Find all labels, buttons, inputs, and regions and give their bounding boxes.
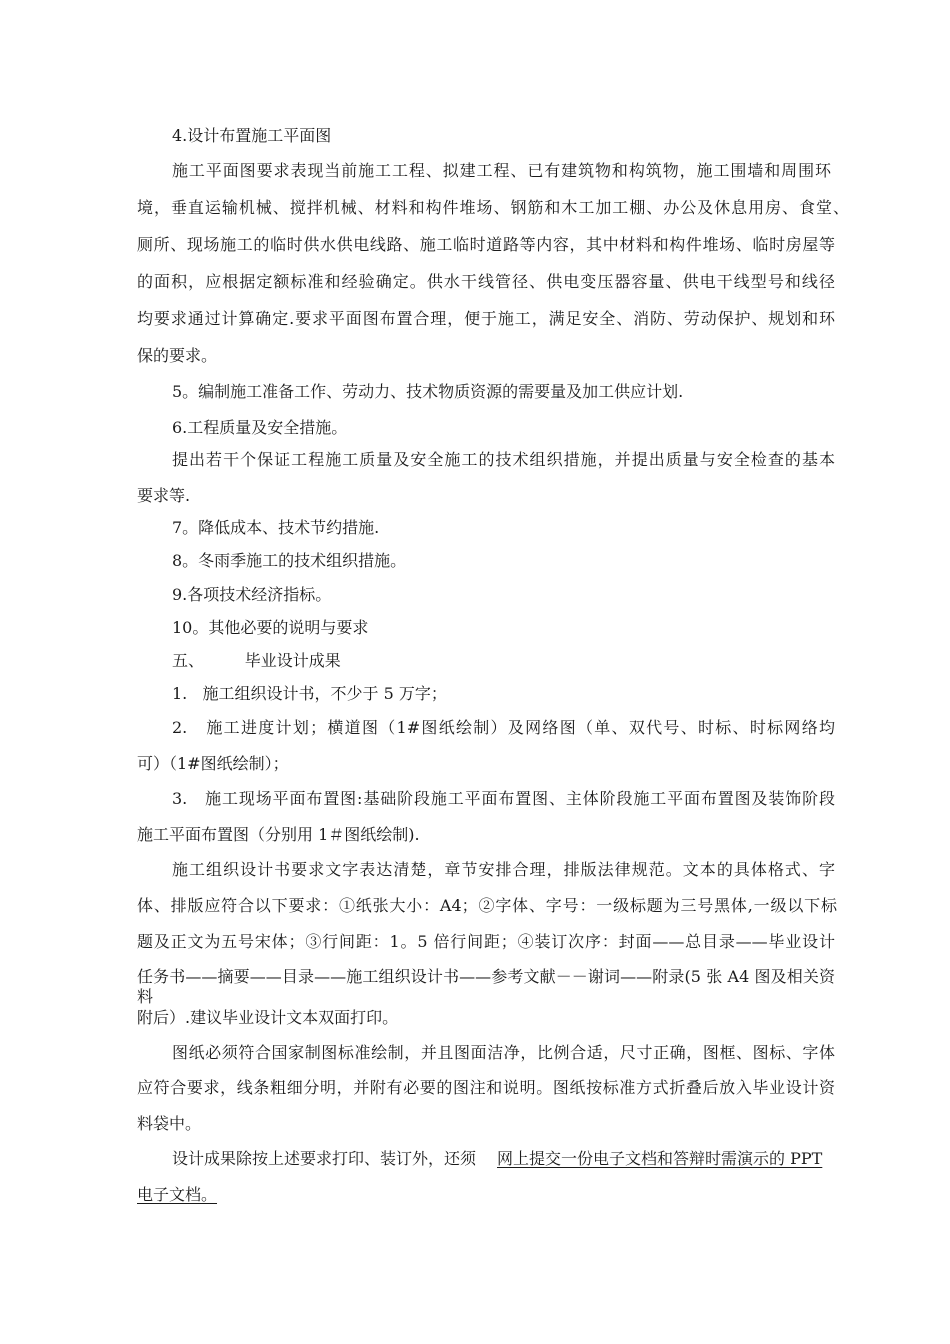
section-heading: 6.工程质量及安全措施。 (172, 418, 348, 437)
paragraph-line: 保的要求。 (137, 346, 218, 365)
list-item: 8。冬雨季施工的技术组织措施。 (172, 551, 407, 570)
paragraph-line: 题及正文为五号宋体；③行间距：1。5 倍行间距；④装订次序：封面——总目录——毕业设计 (137, 932, 835, 951)
list-item: 2. 施工进度计划；横道图（1#图纸绘制）及网络图（单、双代号、时标、时标网络均 (172, 718, 835, 737)
paragraph-line: 的面积，应根据定额标准和经验确定。供水干线管径、供电变压器容量、供电干线型号和线径 (137, 272, 835, 291)
paragraph-line: 提出若干个保证工程施工质量及安全施工的技术组织措施，并提出质量与安全检查的基本 (172, 450, 835, 469)
underlined-text: 电子文档。 (137, 1185, 218, 1204)
list-item: 1. 施工组织设计书，不少于 5 万字； (172, 684, 447, 703)
paragraph-line: 体、排版应符合以下要求：①纸张大小：A4；②字体、字号：一级标题为三号黑体,一级以下标 (137, 896, 837, 915)
paragraph-line: 要求等. (137, 486, 191, 505)
list-item: 7。降低成本、技术节约措施. (172, 518, 380, 537)
section-heading: 4.设计布置施工平面图 (172, 126, 332, 145)
paragraph-line: 均要求通过计算确定.要求平面图布置合理，便于施工，满足安全、消防、劳动保护、规划和环 (137, 309, 835, 328)
paragraph-line: 料袋中。 (137, 1114, 202, 1133)
paragraph-line: 施工平面图要求表现当前施工工程、拟建工程、已有建筑物和构筑物，施工围墙和周围环 (172, 161, 831, 180)
paragraph-line: 设计成果除按上述要求打印、装订外，还须 (172, 1149, 477, 1168)
underlined-text: 网上提交一份电子文档和答辩时需演示的 PPT (497, 1149, 823, 1168)
paragraph-line: 厕所、现场施工的临时供水供电线路、施工临时道路等内容，其中材料和构件堆场、临时房屋等 (137, 235, 835, 254)
paragraph-line: 任务书——摘要——目录——施工组织设计书——参考文献－－谢词——附录(5 张 A4 图及相关资料 (137, 967, 835, 1006)
paragraph-line: 施工组织设计书要求文字表达清楚，章节安排合理，排版法律规范。文本的具体格式、字 (172, 860, 835, 879)
list-item: 5。编制施工准备工作、劳动力、技术物质资源的需要量及加工供应计划. (172, 382, 684, 401)
paragraph-line: 境，垂直运输机械、搅拌机械、材料和构件堆场、钢筋和木工加工棚、办公及休息用房、食堂、 (137, 198, 849, 217)
paragraph-line: 施工平面布置图（分别用 1＃图纸绘制). (137, 825, 420, 844)
paragraph-line: 应符合要求，线条粗细分明，并附有必要的图注和说明。图纸按标准方式折叠后放入毕业设计资 (137, 1078, 835, 1097)
list-item: 3. 施工现场平面布置图:基础阶段施工平面布置图、主体阶段施工平面布置图及装饰阶段 (172, 789, 835, 808)
chapter-heading: 五、 毕业设计成果 (172, 651, 341, 670)
list-item: 10。其他必要的说明与要求 (172, 618, 369, 637)
paragraph-line: 图纸必须符合国家制图标准绘制，并且图面洁净，比例合适，尺寸正确，图框、图标、字体 (172, 1043, 835, 1062)
paragraph-line: 附后）.建议毕业设计文本双面打印。 (137, 1008, 399, 1027)
list-item: 9.各项技术经济指标。 (172, 585, 332, 604)
paragraph-line: 可）（1#图纸绘制）； (137, 754, 289, 773)
